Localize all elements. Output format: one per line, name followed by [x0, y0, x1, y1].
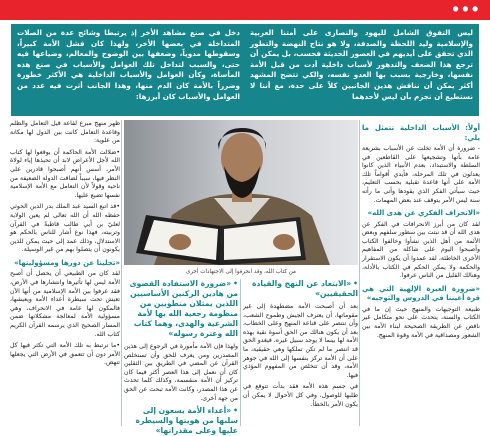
pull-quote: • «أعداء الأمة يسعون إلى سلبها من هويتها والسيطرة عليها وعلى مقدراتها» — [124, 406, 238, 436]
paragraph: •قد اتبع السيد عبد الملك بدر الدين الحوثي حفظه الله أن الله تعالى لم يعين الولاية لعليّ بن أبي طالب قاطبةً في القرآن وتربيته، فهذا نوع أشار للناس بالحكم هو الاستدلال، وذلك عمد إلى حيث يمكن للذين يكونون أن يتصلوا بهم من غير الوسيلة. — [10, 203, 120, 254]
paragraph: ظهر منهج مبرع لقاعة قيل التعامل والظلم وقاعدة التعامل كانت بين الدول لها مكانة من علوية: — [10, 120, 120, 145]
paragraph: طبيعة التوجيهات والمنهج حيث إن ما في الكتاب والسنة، يتحدث على نحو متكامل غير ناقص عن الطريقة الصحيحة لبناء الأمة بين الشعور ومصداقية في الأمة وقوة المنهج. — [362, 305, 480, 339]
headline-banner — [0, 0, 490, 20]
paragraph: لقد كان من الطبيعي أن يحصل أن أصبح الأمة ليس لها تأثيرها وانتشارها في الأرض، فقد عرفوا بين الأمة الإسلامية من أنها الآن تعيش تحت سيطرة أعداء الأمة ويعيشها، فالمكون لها عامة في الانحراف، وهي مسؤولية الأمة لمعالجة مشكلاتها ضمن المسار الصحيح الذي يرسمه القرآن الكريم كتاب الله. — [10, 270, 120, 338]
paragraph: •ما ترتبط به تلك الأمة التي تكثر فيها كل الأمر دون أن تتعمق في الأرض التي يجعلها تنهض. — [10, 342, 120, 367]
paragraph: بعد أن أصبحت الأمة مضطهدة إلى غير مقوماتها، أن يعترف الجيش وطموح الشعب، وأن تنتصر على قناعة المنهج وعلى الخطاب، بعد أن يكون هنالك من الحق أسوة نقية بهذه الأمة لها بينما لا يوجد سبيل غيره، فيغدو الحق قد انتصر ما لم تكن تملكها وهي حقيقية، ما على أن الأمة تركز بنفسها إلى الله في جوهر الأمة، وقد أن تتخلص من المفهوم المؤذي فيها. — [243, 303, 358, 379]
subheading: «ضرورة العبرة الإلهية التي هي قرة أعيننا في الدروس والتوجيه» — [362, 284, 480, 303]
article-column-right — [362, 120, 480, 426]
article-column-center-left — [124, 279, 238, 436]
headline: ... — [450, 0, 480, 18]
pull-quote: • «الابتعاد عن النهج والقيادة الحقيقيين» — [243, 279, 358, 299]
paragraph: في جسم هذه الأمة فقد بدأت تتوقع في طلبها للوصول، وفي كل الأحوال لا يمكن أن يكون الأمر بالخطأ. — [243, 383, 358, 408]
paragraph: •ضلالت الأمة الحاكمة أن يوقعوا لها كتاب الله لأجل الأعراض لابد أن تحبذها إياء لولاة الأمر، أسس أنهم أصبحوا قادرين على النظر فيها، سبباً لضاقت الدولة الضعيفة من ناحية وقولاً لأن التعامل مع الأمة الإسلامية نفسها تضيع عليها. — [10, 148, 120, 199]
article-column-left — [10, 120, 120, 426]
man-reading-book-image — [124, 120, 358, 265]
column-divider — [240, 279, 241, 426]
lede-text-right: ليس التفوق الشامل لليهود والنصارى على أمتنا العربية والإسلامية وليد اللحظة والصدفة، ولا هو نتاج النهضة والتطور الذي تحقق على أيديهم في العصور الحديثة فحسب، بل يمكن أن ترجع هذا الضعف والتدهور لأسباب داخلية أدت من قبل الأمة نفسها، وخارجية بسبب بها العدو نفسه، والكي تتضح المشهد أكثر يمكن أن نناقش هذين الجانبين كلاً على حدة، مع أننا لا نستطيع أن نجزم بأن ليس لأحدهما — [250, 28, 473, 101]
paragraph: - ضرورة أن الأمة تخلت عن الأسباب بشريعة عامة بأنها وتشجيعها على القاطعين في السلطة والاستبداد، بعدم الأنبياء الذين كانوا يعدلون في تلك المرحلة، فأيدي أقواماً تلك الأمة على أنها قاعدة تقبلية بحسب التعليم، حيث سيأتي الفكر الذي يقودها وأتى ما رأته سنة ليس الأمر يتوقف عند بعض المهمات. — [362, 145, 480, 204]
lede-text-left: دخل في صنع مشاهد الأخر إذ يرتبطا وشائج عدة من الصلات المتداخلة في بعضها الأخر، ولهذا كان فشل الأمة كبيراً، وسقوطها مدوياً، وضعفها بين الوضوح والمعالم، وضياعها فيه حتى، والسبب لتداخل تلك العوامل والأسباب في صنع هذه المأساة، وكأن العوامل والأسباب الداخلية هي الأكثر خطورة وضرراً بالأمة كان الدم منها، وهذا الجانب أثرت فيه عدد من العوامل والأسباب كان أبرزها: — [17, 28, 240, 101]
lede-box — [11, 24, 479, 116]
photo-caption: من كتاب الله، وقد انحرفوا إلى الاجتهادات أخرى — [185, 269, 297, 275]
paragraph: ولهذا فإن الأمة مأمورة في الرجوع إلى هذين المصدرين ومن يعرف للحق وأن تستخلص القرآن عن المضي في الطريق بين الثقلين كان أن نعمل إلى هذا العصر أكثر فيما كان تركيز أن الأمة منقسمة، وكذلك كلما تحدث عن هذا المصدر، وكانت الأمة تبحث عن الحق من جهة أخرى. — [124, 343, 238, 402]
subheading: أولاً: الأسباب الداخلية تتمثل ما يلي: — [362, 124, 480, 142]
paragraph: لقد كان من أبرز الانحرافات في الفكر عن هدى الله أن قد نبتت بين سطور سلفهم وبعض الأئمة من أهل الذين نشأوا وخالفوا الكتاب وأصبحوا اليوم على شاكلة من المفاهيم الأخرى الخاطئة، لقد عمدوا أن يكون الاستقرار والحكمة ولا يمكن الحكم في الكتاب بالأدلة، وهنالك القليل من الناس عرفوا. — [362, 220, 480, 280]
pull-quote: • «ضرورة الاستفادة القصوى من هادين الركنين الأساسيين اللذين يمثلان منطويين من منظومة رجعية الله بها لأمة الشرعية والهدى، وهما كتاب الله وعترة رسوله» — [124, 279, 238, 339]
column-divider — [121, 120, 122, 426]
subheading: «الانحراف الفكري عن هدى الله» — [367, 209, 480, 218]
article-photo — [124, 120, 358, 265]
column-divider — [359, 120, 360, 426]
article-column-center-right — [243, 279, 358, 426]
subheading: «تخلينا عن دورها ومسؤوليتها» — [14, 258, 120, 267]
